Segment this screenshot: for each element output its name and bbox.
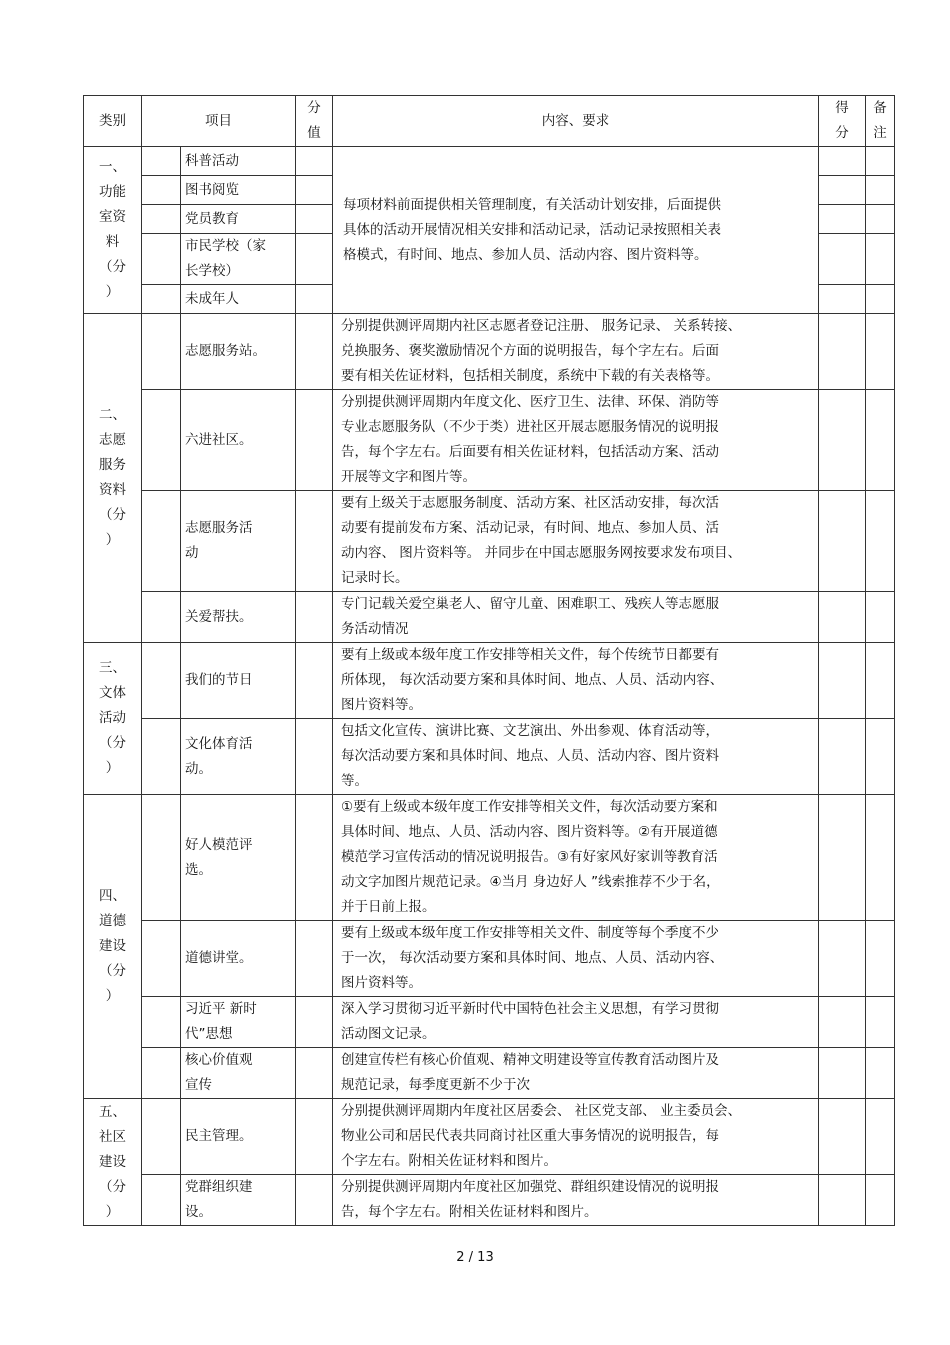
- obtained-score-cell: [819, 491, 866, 592]
- item-name-cell: 文化体育活 动。: [181, 719, 296, 795]
- header-remark: 备 注: [866, 96, 895, 147]
- item-name-cell: 民主管理。: [181, 1099, 296, 1175]
- obtained-score-cell: [819, 176, 866, 205]
- remark-cell: [866, 921, 895, 997]
- content-cell: 要有上级或本级年度工作安排等相关文件、制度等每个季度不少 于一次， 每次活动要方案和具体时间、地点、人员、活动内容、 图片资料等。: [333, 921, 819, 997]
- table-row: [84, 592, 895, 643]
- table-row: [84, 390, 895, 491]
- item-name-cell: 六进社区。: [181, 390, 296, 491]
- remark-cell: [866, 1175, 895, 1226]
- item-name-cell: 图书阅览: [181, 176, 296, 205]
- number-cell: [142, 176, 181, 205]
- content-cell: 分别提供测评周期内年度社区加强党、群组织建设情况的说明报 告，每个字左右。附相关佐证材料和图片。: [333, 1175, 819, 1226]
- obtained-score-cell: [819, 795, 866, 921]
- score-cell: [296, 1099, 333, 1175]
- score-cell: [296, 491, 333, 592]
- score-cell: [296, 795, 333, 921]
- remark-cell: [866, 592, 895, 643]
- obtained-score-cell: [819, 234, 866, 285]
- number-cell: [142, 314, 181, 390]
- content-cell: 要有上级或本级年度工作安排等相关文件，每个传统节日都要有 所体现， 每次活动要方案和具体时间、地点、人员、活动内容、 图片资料等。: [333, 643, 819, 719]
- obtained-score-cell: [819, 643, 866, 719]
- number-cell: [142, 285, 181, 314]
- score-cell: [296, 921, 333, 997]
- remark-cell: [866, 176, 895, 205]
- score-cell: [296, 205, 333, 234]
- category-cell: 四、 道德 建设 （分 ）: [84, 795, 142, 1099]
- obtained-score-cell: [819, 390, 866, 491]
- content-cell: 创建宣传栏有核心价值观、精神文明建设等宣传教育活动图片及 规范记录，每季度更新不少于次: [333, 1048, 819, 1099]
- obtained-score-cell: [819, 997, 866, 1048]
- table-row: [84, 1048, 895, 1099]
- number-cell: [142, 1099, 181, 1175]
- item-name-cell: 道德讲堂。: [181, 921, 296, 997]
- score-cell: [296, 1048, 333, 1099]
- remark-cell: [866, 1099, 895, 1175]
- remark-cell: [866, 285, 895, 314]
- remark-cell: [866, 390, 895, 491]
- category-cell: 三、 文体 活动 （分 ）: [84, 643, 142, 795]
- remark-cell: [866, 795, 895, 921]
- obtained-score-cell: [819, 719, 866, 795]
- item-name-cell: 志愿服务活 动: [181, 491, 296, 592]
- table-row: [84, 491, 895, 592]
- obtained-score-cell: [819, 285, 866, 314]
- remark-cell: [866, 147, 895, 176]
- header-item: 项目: [142, 96, 296, 147]
- item-name-cell: 习近平 新时 代”思想: [181, 997, 296, 1048]
- number-cell: [142, 491, 181, 592]
- obtained-score-cell: [819, 592, 866, 643]
- item-name-cell: 党员教育: [181, 205, 296, 234]
- content-cell: 分别提供测评周期内年度社区居委会、 社区党支部、 业主委员会、 物业公司和居民代表共同商讨社区重大事务情况的说明报告，每 个字左右。附相关佐证材料和图片。: [333, 1099, 819, 1175]
- score-cell: [296, 176, 333, 205]
- item-name-cell: 核心价值观 宣传: [181, 1048, 296, 1099]
- header-row: [84, 96, 895, 147]
- obtained-score-cell: [819, 205, 866, 234]
- content-cell: 要有上级关于志愿服务制度、活动方案、社区活动安排，每次活 动要有提前发布方案、活动记录，有时间、地点、参加人员、活 动内容、 图片资料等。 并同步在中国志愿服务网按要求发布项目、 记录时长。: [333, 491, 819, 592]
- item-name-cell: 未成年人: [181, 285, 296, 314]
- item-name-cell: 关爱帮扶。: [181, 592, 296, 643]
- header-obtained: 得 分: [819, 96, 866, 147]
- remark-cell: [866, 314, 895, 390]
- number-cell: [142, 205, 181, 234]
- remark-cell: [866, 1048, 895, 1099]
- obtained-score-cell: [819, 314, 866, 390]
- number-cell: [142, 147, 181, 176]
- item-name-cell: 好人模范评 选。: [181, 795, 296, 921]
- number-cell: [142, 1048, 181, 1099]
- remark-cell: [866, 491, 895, 592]
- header-category: 类别: [84, 96, 142, 147]
- table-row: [84, 997, 895, 1048]
- score-cell: [296, 592, 333, 643]
- category-cell: 二、 志愿 服务 资料 （分 ）: [84, 314, 142, 643]
- category-cell: 一、 功能 室资 料 （分 ）: [84, 147, 142, 314]
- table-row: [84, 719, 895, 795]
- item-name-cell: 我们的节日: [181, 643, 296, 719]
- remark-cell: [866, 234, 895, 285]
- score-cell: [296, 147, 333, 176]
- table-row: [84, 1099, 895, 1175]
- content-cell: ①要有上级或本级年度工作安排等相关文件，每次活动要方案和 具体时间、地点、人员、活动内容、图片资料等。②有开展道德 模范学习宣传活动的情况说明报告。③有好家风好家训等教育活 动文字加图片规范记录。④当月 身边好人 ”线索推荐不少于名， 并于日前上报。: [333, 795, 819, 921]
- remark-cell: [866, 719, 895, 795]
- remark-cell: [866, 643, 895, 719]
- obtained-score-cell: [819, 1175, 866, 1226]
- header-score: 分 值: [296, 96, 333, 147]
- number-cell: [142, 643, 181, 719]
- obtained-score-cell: [819, 921, 866, 997]
- score-cell: [296, 390, 333, 491]
- remark-cell: [866, 205, 895, 234]
- obtained-score-cell: [819, 1048, 866, 1099]
- header-content: 内容、要求: [333, 96, 819, 147]
- content-cell: 分别提供测评周期内年度文化、医疗卫生、法律、环保、消防等 专业志愿服务队（不少于类）进社区开展志愿服务情况的说明报 告，每个字左右。后面要有相关佐证材料，包括活动方案、活动 开展等文字和图片等。: [333, 390, 819, 491]
- score-cell: [296, 719, 333, 795]
- score-cell: [296, 234, 333, 285]
- item-name-cell: 志愿服务站。: [181, 314, 296, 390]
- obtained-score-cell: [819, 1099, 866, 1175]
- item-name-cell: 党群组织建 设。: [181, 1175, 296, 1226]
- table-row: [84, 643, 895, 719]
- table-row: [84, 314, 895, 390]
- score-cell: [296, 997, 333, 1048]
- item-name-cell: 科普活动: [181, 147, 296, 176]
- table-row: [84, 147, 895, 176]
- score-cell: [296, 285, 333, 314]
- page-number: 2 / 13: [456, 1250, 494, 1265]
- number-cell: [142, 997, 181, 1048]
- content-cell: 专门记载关爱空巢老人、留守儿童、困难职工、残疾人等志愿服 务活动情况: [333, 592, 819, 643]
- score-cell: [296, 314, 333, 390]
- content-cell: 深入学习贯彻习近平新时代中国特色社会主义思想，有学习贯彻 活动图文记录。: [333, 997, 819, 1048]
- table-row: [84, 1175, 895, 1226]
- number-cell: [142, 390, 181, 491]
- remark-cell: [866, 997, 895, 1048]
- number-cell: [142, 921, 181, 997]
- number-cell: [142, 592, 181, 643]
- obtained-score-cell: [819, 147, 866, 176]
- content-cell: 每项材料前面提供相关管理制度，有关活动计划安排，后面提供 具体的活动开展情况相关安排和活动记录，活动记录按照相关表 格模式，有时间、地点、参加人员、活动内容、图片资料等。: [333, 147, 819, 314]
- score-cell: [296, 1175, 333, 1226]
- number-cell: [142, 234, 181, 285]
- item-name-cell: 市民学校（家 长学校）: [181, 234, 296, 285]
- number-cell: [142, 1175, 181, 1226]
- score-cell: [296, 643, 333, 719]
- evaluation-table: [83, 95, 895, 1226]
- content-cell: 包括文化宣传、演讲比赛、文艺演出、外出参观、体育活动等， 每次活动要方案和具体时间、地点、人员、活动内容、图片资料 等。: [333, 719, 819, 795]
- category-cell: 五、 社区 建设 （分 ）: [84, 1099, 142, 1226]
- number-cell: [142, 719, 181, 795]
- content-cell: 分别提供测评周期内社区志愿者登记注册、 服务记录、 关系转接、 兑换服务、褒奖激励情况个方面的说明报告，每个字左右。后面 要有相关佐证材料，包括相关制度，系统中下载的有关表格等。: [333, 314, 819, 390]
- number-cell: [142, 795, 181, 921]
- table-row: [84, 921, 895, 997]
- table-row: [84, 795, 895, 921]
